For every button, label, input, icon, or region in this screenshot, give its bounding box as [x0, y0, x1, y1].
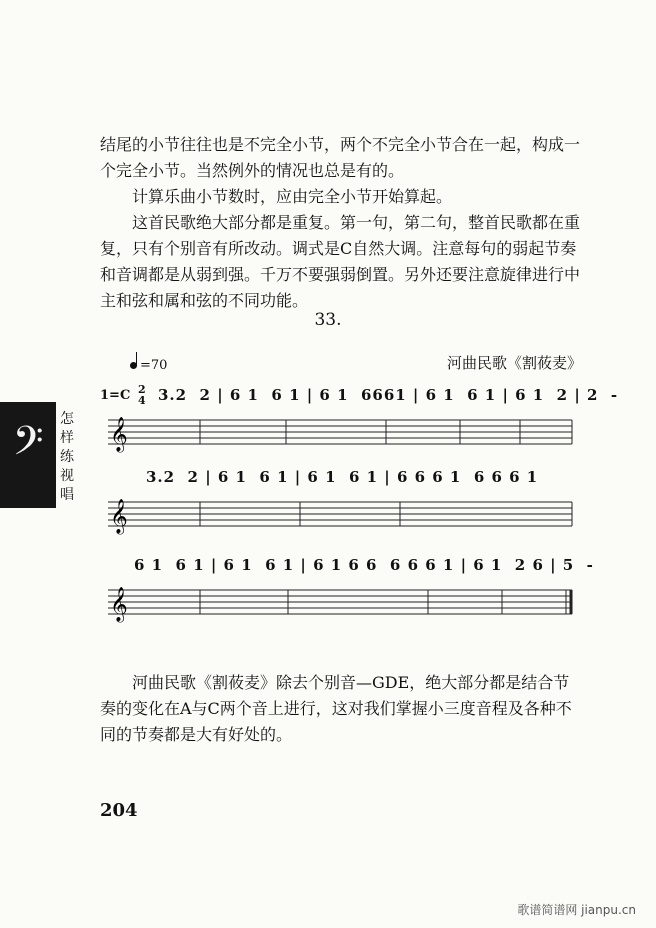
time-bottom: 4 [138, 394, 146, 407]
side-char: 练 [60, 449, 74, 465]
side-char: 怎 [60, 411, 74, 427]
section-number: 33. [314, 310, 342, 330]
time-signature [138, 384, 146, 406]
staff-3 [100, 582, 580, 624]
closing-paragraph: 河曲民歌《割莜麦》除去个别音—GDE，绝大部分都是结合节奏的变化在A与C两个音上进行，这对我们掌握小三度音程及各种不同的节奏都是大有好处的。 [100, 673, 572, 744]
staff-1 [100, 412, 580, 454]
bass-clef-icon: 𝄢 [12, 418, 44, 474]
side-char: 唱 [60, 487, 74, 503]
jianpu-line-3: 6 1 6 1 | 6 1 6 1 | 6 1 6 6 6 6 6 1 | 6 1 2 6 | 5 - [134, 556, 594, 574]
tempo-marking [130, 358, 167, 373]
treble-clef-icon: 𝄞 [110, 417, 128, 452]
song-source: 河曲民歌《割莜麦》 [446, 354, 582, 372]
side-char: 视 [60, 468, 74, 484]
time-top: 2 [138, 383, 146, 396]
side-char: 样 [60, 430, 74, 446]
treble-clef-icon: 𝄞 [110, 587, 128, 622]
tempo-value: =70 [140, 358, 168, 373]
site-watermark: 歌谱简谱网 jianpu.cn [517, 903, 636, 917]
paragraph-3: 这首民歌绝大部分都是重复。第一句，第二句，整首民歌都在重复，只有个别音有所改动。调式是C自然大调。注意每句的弱起节奏和音调都是从弱到强。千万不要强弱倒置。另外还要注意旋律进行中主和弦和属和弦的不同功能。 [100, 213, 581, 310]
paragraph-2: 计算乐曲小节数时，应由完全小节开始算起。 [132, 187, 453, 206]
paragraph-1: 结尾的小节往往也是不完全小节，两个不完全小节合在一起，构成一个完全小节。当然例外的情况也总是有的。 [100, 135, 581, 180]
treble-clef-icon: 𝄞 [110, 499, 128, 534]
jianpu-line-1: 3.2 2 | 6 1 6 1 | 6 1 6661 | 6 1 6 1 | 6 1 2 | 2 - [158, 386, 619, 404]
key-signature: 1=C [100, 388, 131, 403]
jianpu-line-2: 3.2 2 | 6 1 6 1 | 6 1 6 1 | 6 6 6 1 6 6 6 1 [146, 468, 539, 486]
side-chapter-label [58, 410, 76, 505]
page-number: 204 [100, 800, 138, 821]
staff-2 [100, 494, 580, 536]
quarter-note-icon [130, 362, 137, 369]
